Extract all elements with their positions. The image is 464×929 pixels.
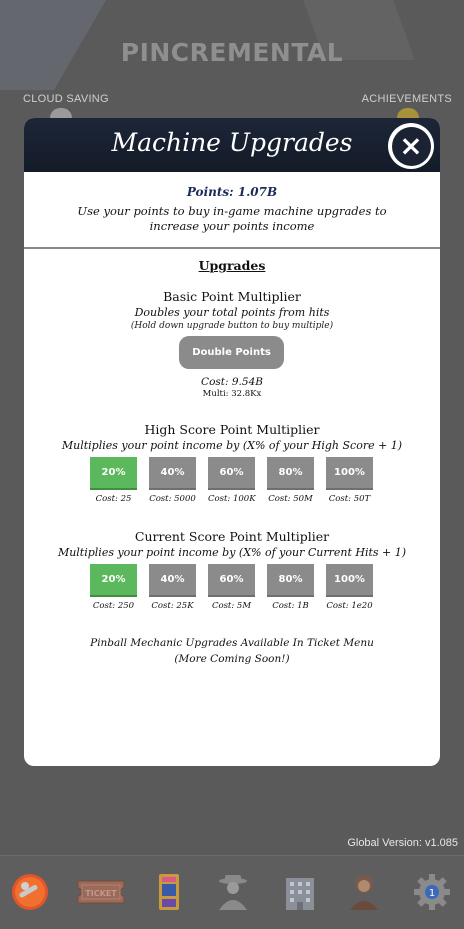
nav-pinball[interactable] <box>4 866 56 918</box>
current-score-tier-cost: Cost: 1e20 <box>326 601 373 611</box>
current-score-tier-button[interactable]: 100% <box>326 564 373 597</box>
high-score-tier-button[interactable]: 80% <box>267 457 314 490</box>
close-button[interactable] <box>388 123 434 169</box>
coming-soon-note: (More Coming Soon!) <box>174 653 290 665</box>
mechanic-icon <box>346 872 382 912</box>
building-icon <box>282 872 318 912</box>
agent-icon <box>215 872 251 912</box>
current-score-tier-button[interactable]: 20% <box>90 564 137 597</box>
footer-note: Pinball Mechanic Upgrades Available In Ticket Menu <box>90 637 374 649</box>
nav-mechanic[interactable] <box>338 866 390 918</box>
high-score-tier-row <box>90 457 374 507</box>
nav-machine[interactable] <box>143 866 195 918</box>
current-score-tier <box>267 564 316 611</box>
high-score-multiplier-title: High Score Point Multiplier <box>144 422 320 437</box>
ticket-icon-label: TICKET <box>85 889 117 898</box>
nav-building[interactable] <box>274 866 326 918</box>
current-score-tier-button[interactable]: 40% <box>149 564 196 597</box>
settings-badge: 1 <box>428 888 436 899</box>
current-score-tier <box>326 564 375 611</box>
high-score-tier <box>326 457 375 504</box>
current-score-multiplier-title: Current Score Point Multiplier <box>134 529 330 544</box>
machine-upgrades-modal <box>24 118 440 766</box>
current-score-tier-row <box>90 564 374 614</box>
version-label: Global Version: v1.085 <box>347 837 458 849</box>
high-score-tier-button[interactable]: 100% <box>326 457 373 490</box>
high-score-tier-cost: Cost: 25 <box>95 494 132 504</box>
modal-header <box>24 118 440 172</box>
intro-text: Use your points to buy in-game machine upgrades to increase your points income <box>77 204 387 233</box>
high-score-tier <box>208 457 257 504</box>
current-score-tier <box>208 564 257 611</box>
pinball-icon <box>10 872 50 912</box>
high-score-tier-cost: Cost: 50M <box>268 494 313 504</box>
ticket-icon <box>74 877 128 907</box>
high-score-tier-button[interactable]: 60% <box>208 457 255 490</box>
close-icon: × <box>392 127 431 166</box>
nav-ticket[interactable] <box>74 866 128 918</box>
cloud-saving-label[interactable]: CLOUD SAVING <box>23 93 109 105</box>
divider <box>24 247 440 249</box>
game-title: PINCREMENTAL <box>120 38 344 67</box>
current-score-multiplier-description: Multiplies your point income by (X% of your Current Hits + 1) <box>57 546 407 559</box>
current-score-tier-button[interactable]: 80% <box>267 564 314 597</box>
high-score-tier-cost: Cost: 5000 <box>149 494 196 504</box>
double-points-button[interactable]: Double Points <box>179 336 284 369</box>
gear-icon <box>412 872 452 912</box>
high-score-tier-button[interactable]: 40% <box>149 457 196 490</box>
achievements-label[interactable]: ACHIEVEMENTS <box>361 93 452 105</box>
basic-multiplier-description: Doubles your total points from hits <box>134 306 330 319</box>
current-score-tier <box>90 564 139 611</box>
high-score-tier <box>90 457 139 504</box>
high-score-multiplier-description: Multiplies your point income by (X% of your High Score + 1) <box>61 439 403 452</box>
trophy-icon <box>397 108 419 118</box>
high-score-tier-cost: Cost: 100K <box>208 494 256 504</box>
basic-cost: Cost: 9.54B <box>201 376 263 388</box>
upgrades-heading: Upgrades <box>198 258 266 273</box>
basic-multi: Multi: 32.8Kx <box>202 389 262 399</box>
high-score-tier-cost: Cost: 50T <box>328 494 371 504</box>
nav-agent[interactable] <box>207 866 259 918</box>
high-score-tier <box>267 457 316 504</box>
basic-multiplier-title: Basic Point Multiplier <box>163 289 301 304</box>
points-display: Points: 1.07B <box>186 185 278 199</box>
cloud-icon <box>50 108 72 118</box>
current-score-tier-cost: Cost: 25K <box>151 601 194 611</box>
high-score-tier <box>149 457 198 504</box>
basic-multiplier-note: (Hold down upgrade button to buy multiple) <box>130 321 334 331</box>
high-score-tier-button[interactable]: 20% <box>90 457 137 490</box>
arcade-machine-icon <box>154 872 184 912</box>
current-score-tier-cost: Cost: 5M <box>211 601 252 611</box>
nav-settings[interactable] <box>406 866 458 918</box>
current-score-tier <box>149 564 198 611</box>
bottom-nav <box>0 855 464 929</box>
modal-title: Machine Upgrades <box>111 128 353 157</box>
current-score-tier-button[interactable]: 60% <box>208 564 255 597</box>
current-score-tier-cost: Cost: 250 <box>92 601 135 611</box>
current-score-tier-cost: Cost: 1B <box>272 601 309 611</box>
